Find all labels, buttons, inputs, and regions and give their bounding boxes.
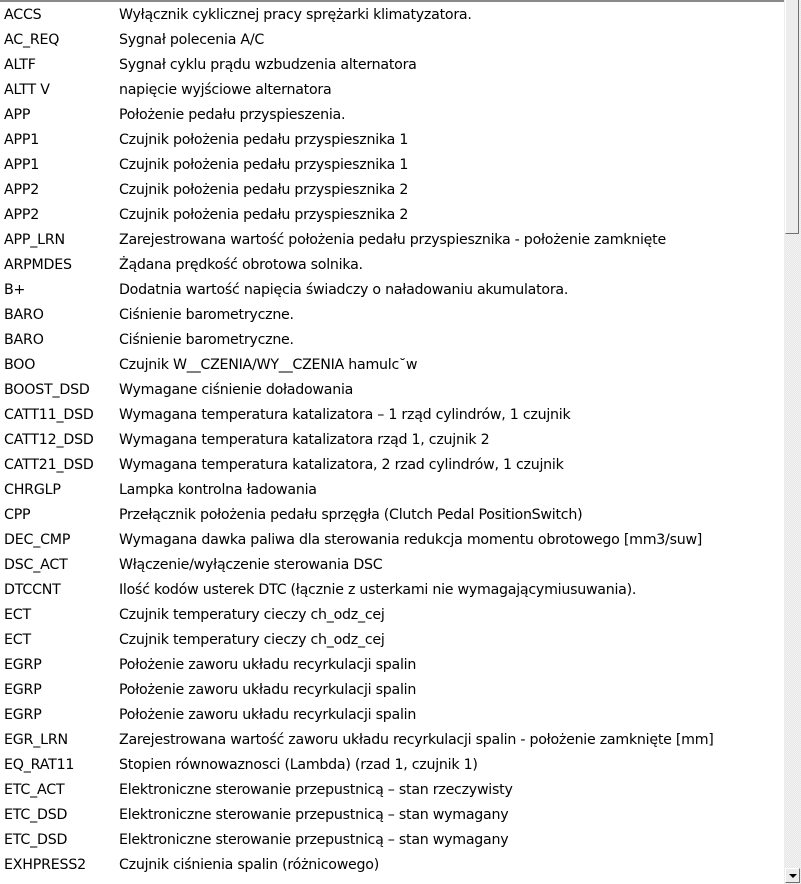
list-item[interactable]: [0, 53, 784, 78]
parameter-rows: [0, 3, 784, 878]
list-item[interactable]: [0, 853, 784, 878]
list-item[interactable]: [0, 328, 784, 353]
parameter-description: Ilość kodów usterek DTC (łącznie z usterkami nie wymagającymiusuwania).: [119, 582, 637, 598]
list-item[interactable]: [0, 253, 784, 278]
parameter-description: Czujnik położenia pedału przyspiesznika 2: [119, 182, 409, 198]
parameter-description: Wymagana temperatura katalizatora rząd 1, czujnik 2: [119, 432, 490, 448]
parameter-code: ECT: [4, 607, 31, 623]
parameter-code: DSC_ACT: [4, 557, 68, 573]
parameter-description: Wymagana temperatura katalizatora – 1 rząd cylindrów, 1 czujnik: [119, 407, 571, 423]
list-item[interactable]: [0, 3, 784, 28]
parameter-code: B+: [4, 282, 26, 298]
list-item[interactable]: [0, 378, 784, 403]
parameter-description: Zarejestrowana wartość zaworu układu recyrkulacji spalin - położenie zamknięte [mm]: [119, 732, 714, 748]
parameter-description: Sygnał cyklu prądu wzbudzenia alternatora: [119, 57, 417, 73]
parameter-description: Przełącznik położenia pedału sprzęgła (Clutch Pedal PositionSwitch): [119, 507, 583, 523]
parameter-code: APP1: [4, 157, 40, 173]
parameter-description: Lampka kontrolna ładowania: [119, 482, 317, 498]
list-item[interactable]: [0, 78, 784, 103]
parameter-description: Wymagane ciśnienie doładowania: [119, 382, 354, 398]
parameter-code: EQ_RAT11: [4, 757, 75, 773]
parameter-code: CHRGLP: [4, 482, 61, 498]
parameter-description: Wymagana temperatura katalizatora, 2 rzad cylindrów, 1 czujnik: [119, 457, 564, 473]
scrollbar-thumb[interactable]: [785, 0, 799, 234]
parameter-code: ECT: [4, 632, 31, 648]
list-item[interactable]: [0, 703, 784, 728]
parameter-code: CATT12_DSD: [4, 432, 94, 448]
list-item[interactable]: [0, 678, 784, 703]
parameter-code: APP2: [4, 207, 40, 223]
list-item[interactable]: [0, 203, 784, 228]
list-item[interactable]: [0, 578, 784, 603]
parameter-description: Położenie zaworu układu recyrkulacji spalin: [119, 707, 417, 723]
parameter-code: BOO: [4, 357, 36, 373]
parameter-code: CPP: [4, 507, 31, 523]
list-item[interactable]: [0, 528, 784, 553]
list-item[interactable]: [0, 503, 784, 528]
list-item[interactable]: [0, 228, 784, 253]
parameter-code: APP: [4, 107, 31, 123]
parameter-code: APP2: [4, 182, 40, 198]
parameter-description: Elektroniczne sterowanie przepustnicą – stan wymagany: [119, 832, 509, 848]
list-item[interactable]: [0, 453, 784, 478]
parameter-code: CATT11_DSD: [4, 407, 94, 423]
parameter-code: BARO: [4, 307, 44, 323]
parameter-code: ACCS: [4, 7, 42, 23]
parameter-description: Elektroniczne sterowanie przepustnicą – stan wymagany: [119, 807, 509, 823]
parameter-code: EGRP: [4, 682, 42, 698]
list-item[interactable]: [0, 178, 784, 203]
list-item[interactable]: [0, 778, 784, 803]
list-item[interactable]: [0, 353, 784, 378]
parameter-description: Czujnik położenia pedału przyspiesznika 1: [119, 132, 409, 148]
parameter-description: Żądana prędkość obrotowa solnika.: [119, 257, 363, 273]
parameter-code: ALTT V: [4, 82, 50, 98]
list-item[interactable]: [0, 653, 784, 678]
scroll-down-button[interactable]: [785, 868, 800, 883]
list-item[interactable]: [0, 803, 784, 828]
parameter-description: Włączenie/wyłączenie sterowania DSC: [119, 557, 383, 573]
parameter-description: Czujnik temperatury cieczy ch_odz_cej: [119, 607, 385, 623]
list-item[interactable]: [0, 128, 784, 153]
list-item[interactable]: [0, 103, 784, 128]
parameter-code: EGR_LRN: [4, 732, 68, 748]
list-item[interactable]: [0, 403, 784, 428]
parameter-description: Dodatnia wartość napięcia świadczy o naładowaniu akumulatora.: [119, 282, 569, 298]
list-item[interactable]: [0, 553, 784, 578]
list-item[interactable]: [0, 728, 784, 753]
parameter-code: BOOST_DSD: [4, 382, 90, 398]
list-item[interactable]: [0, 828, 784, 853]
parameter-description: Wyłącznik cyklicznej pracy sprężarki klimatyzatora.: [119, 7, 472, 23]
parameter-code: ARPMDES: [4, 257, 72, 273]
parameter-code: CATT21_DSD: [4, 457, 94, 473]
parameter-description: Czujnik W__CZENIA/WY__CZENIA hamulc˘w: [119, 357, 418, 373]
parameter-description: Sygnał polecenia A/C: [119, 32, 265, 48]
parameter-description: Położenie zaworu układu recyrkulacji spalin: [119, 657, 417, 673]
parameter-code: EGRP: [4, 657, 42, 673]
parameter-code: AC_REQ: [4, 32, 60, 48]
parameter-description: Stopien równowaznosci (Lambda) (rzad 1, czujnik 1): [119, 757, 478, 773]
parameter-description: Zarejestrowana wartość położenia pedału przyspiesznika - położenie zamknięte: [119, 232, 666, 248]
list-item[interactable]: [0, 753, 784, 778]
parameter-code: APP_LRN: [4, 232, 65, 248]
parameter-description: Ciśnienie barometryczne.: [119, 332, 294, 348]
parameter-code: ETC_DSD: [4, 807, 68, 823]
parameter-code: DTCCNT: [4, 582, 61, 598]
list-item[interactable]: [0, 478, 784, 503]
parameter-description: Wymagana dawka paliwa dla sterowania redukcja momentu obrotowego [mm3/suw]: [119, 532, 703, 548]
list-item[interactable]: [0, 628, 784, 653]
parameter-code: ETC_DSD: [4, 832, 68, 848]
parameter-description: Czujnik temperatury cieczy ch_odz_cej: [119, 632, 385, 648]
parameter-description: Czujnik ciśnienia spalin (różnicowego): [119, 857, 380, 873]
vertical-scrollbar[interactable]: [784, 0, 801, 884]
parameter-code: DEC_CMP: [4, 532, 71, 548]
parameter-description: Ciśnienie barometryczne.: [119, 307, 294, 323]
parameter-description: Czujnik położenia pedału przyspiesznika 1: [119, 157, 409, 173]
parameter-description: Położenie zaworu układu recyrkulacji spalin: [119, 682, 417, 698]
parameter-code: ALTF: [4, 57, 36, 73]
parameter-code: APP1: [4, 132, 40, 148]
list-item[interactable]: [0, 278, 784, 303]
list-top-border: [0, 0, 784, 2]
parameter-description: Elektroniczne sterowanie przepustnicą – stan rzeczywisty: [119, 782, 513, 798]
parameter-code: BARO: [4, 332, 44, 348]
parameter-description: napięcie wyjściowe alternatora: [119, 82, 332, 98]
list-item[interactable]: [0, 153, 784, 178]
arrow-down-icon: [789, 874, 797, 878]
parameter-code: ETC_ACT: [4, 782, 65, 798]
list-item[interactable]: [0, 603, 784, 628]
list-item[interactable]: [0, 28, 784, 53]
list-item[interactable]: [0, 303, 784, 328]
parameter-description: Czujnik położenia pedału przyspiesznika 2: [119, 207, 409, 223]
parameter-code: EGRP: [4, 707, 42, 723]
parameter-description: Położenie pedału przyspieszenia.: [119, 107, 346, 123]
list-item[interactable]: [0, 428, 784, 453]
parameter-code: EXHPRESS2: [4, 857, 86, 873]
